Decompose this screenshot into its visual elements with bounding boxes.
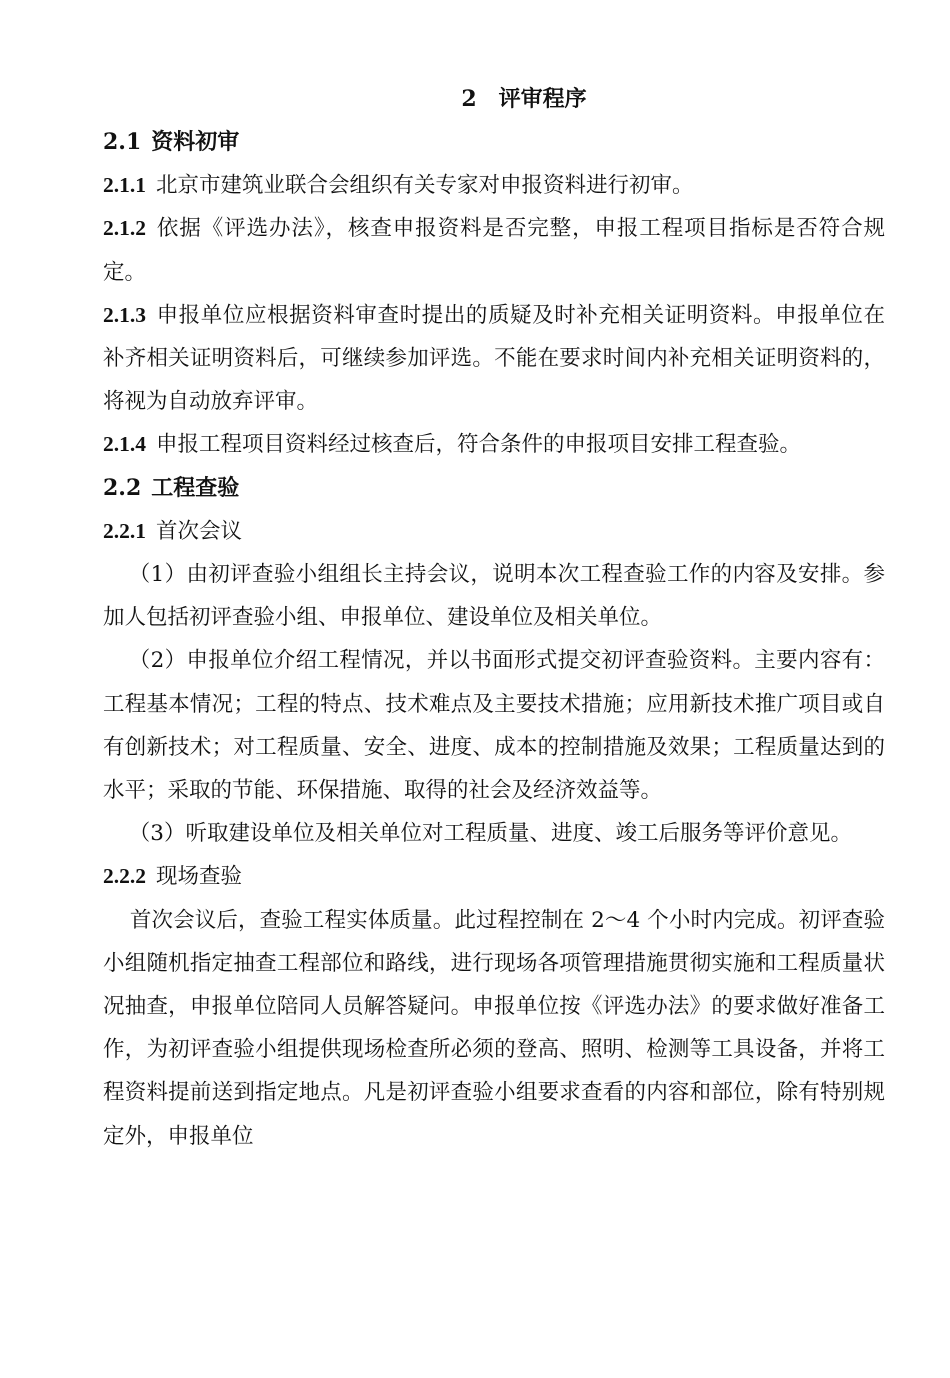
section-title-text: 评审程序 (498, 86, 587, 112)
clause-2-1-3 (103, 294, 885, 424)
clause-title: 首次会议 (156, 518, 243, 544)
clause-text: 申报工程项目资料经过核查后，符合条件的申报项目安排工程查验。 (156, 432, 802, 458)
clause-2-2-2-heading (103, 855, 885, 898)
clause-text: 依据《评选办法》，核查申报资料是否完整，申报工程项目指标是否符合规定。 (103, 216, 885, 285)
clause-number: 2.2.2 (103, 864, 146, 889)
subsection-heading-2-2 (103, 467, 885, 510)
clause-number: 2.1.3 (103, 302, 146, 327)
clause-2-2-1-heading (103, 510, 885, 553)
clause-number: 2.1.1 (103, 173, 146, 198)
list-item-1: （1）由初评查验小组组长主持会议，说明本次工程查验工作的内容及安排。参加人包括初评查验小组、申报单位、建设单位及相关单位。 (103, 562, 885, 631)
clause-text: 申报单位应根据资料审查时提出的质疑及时补充相关证明资料。申报单位在补齐相关证明资料后，可继续参加评选。不能在要求时间内补充相关证明资料的，将视为自动放弃评审。 (103, 302, 885, 415)
section-title (163, 78, 885, 121)
clause-2-1-4 (103, 423, 885, 466)
subsection-title: 工程查验 (151, 474, 240, 501)
clause-2-1-1 (103, 164, 885, 207)
document-body (103, 78, 885, 1158)
list-item-2: （2）申报单位介绍工程情况，并以书面形式提交初评查验资料。主要内容有：工程基本情况；工程的特点、技术难点及主要技术措施；应用新技术推广项目或自有创新技术；对工程质量、安全、进度、成本的控制措施及效果；工程质量达到的水平；采取的节能、环保措施、取得的社会及经济效益等。 (103, 648, 885, 804)
subsection-number: 2.1 (103, 129, 142, 155)
clause-2-1-2 (103, 207, 885, 293)
clause-number: 2.1.2 (103, 216, 146, 241)
paragraph-site-inspection: 首次会议后，查验工程实体质量。此过程控制在 2～4 个小时内完成。初评查验小组随机指定抽查工程部位和路线，进行现场各项管理措施贯彻实施和工程质量状况抽查，申报单位陪同人员解答疑问。申报单位按《评选办法》的要求做好准备工作，为初评查验小组提供现场检查所必须的登高、照明、检测等工具设备，并将工程资料提前送到指定地点。凡是初评查验小组要求查看的内容和部位，除有特别规定外，申报单位 (103, 907, 885, 1149)
clause-text: 北京市建筑业联合会组织有关专家对申报资料进行初审。 (156, 173, 694, 199)
clause-number: 2.1.4 (103, 432, 146, 457)
subsection-heading-2-1 (103, 121, 885, 164)
clause-number: 2.2.1 (103, 518, 146, 543)
subsection-number: 2.2 (103, 474, 142, 501)
list-item-3: （3）听取建设单位及相关单位对工程质量、进度、竣工后服务等评价意见。 (128, 821, 852, 847)
section-number: 2 (461, 86, 477, 112)
clause-title: 现场查验 (156, 864, 243, 890)
subsection-title: 资料初审 (151, 129, 240, 155)
